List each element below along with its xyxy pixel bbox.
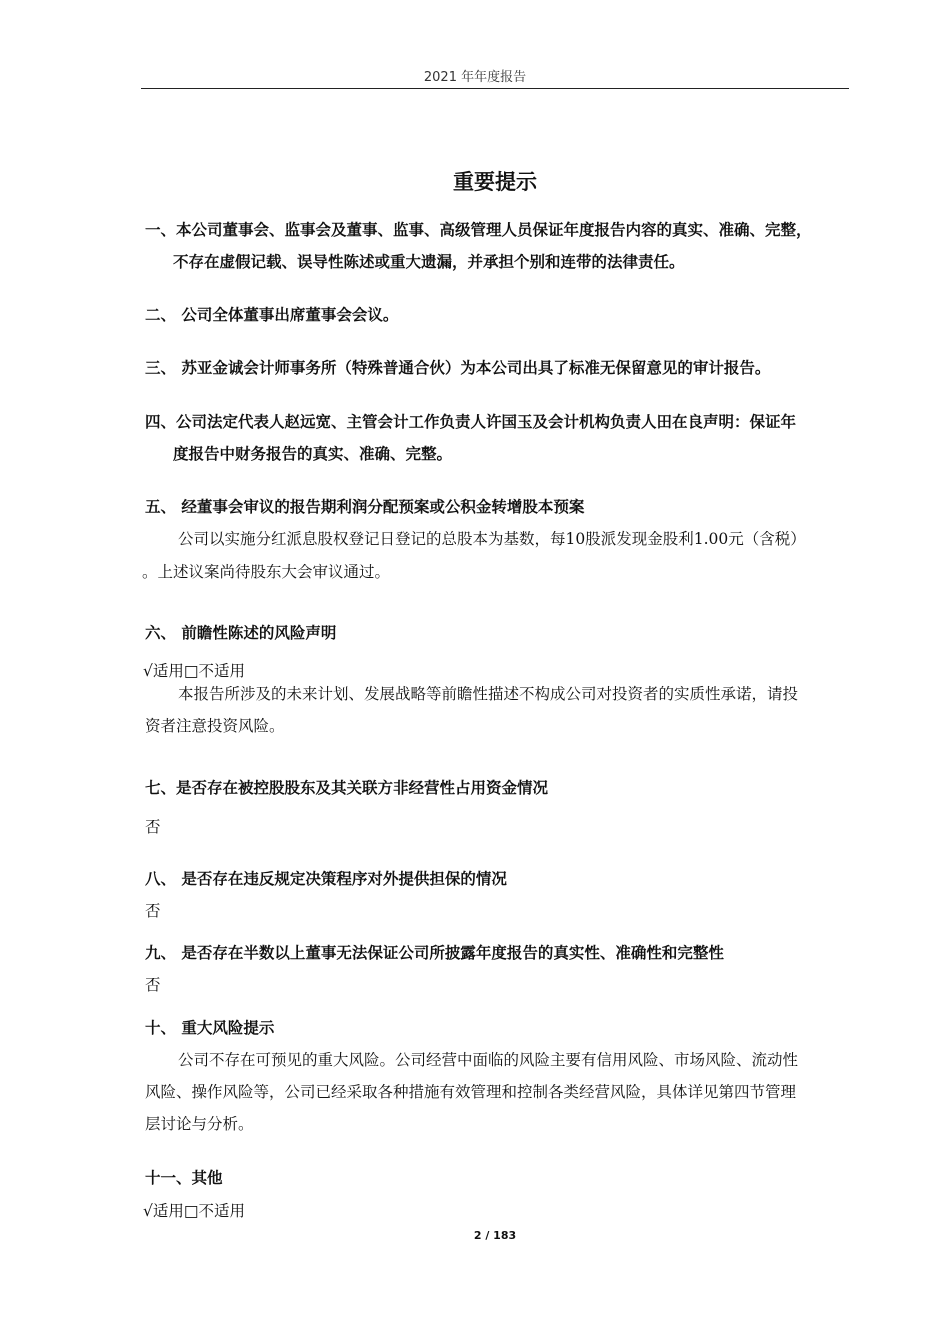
item-2: 二、 公司全体董事出席董事会会议。	[145, 306, 399, 324]
item-5-body-line-2: 。上述议案尚待股东大会审议通过。	[142, 563, 391, 581]
item-10-body-line-1: 公司不存在可预见的重大风险。公司经营中面临的风险主要有信用风险、市场风险、流动性	[178, 1051, 799, 1069]
item-10-body-line-3: 层讨论与分析。	[145, 1115, 254, 1133]
item-7-heading: 七、是否存在被控股股东及其关联方非经营性占用资金情况	[145, 779, 549, 797]
page-number: 2 / 183	[473, 1229, 517, 1242]
item-7-answer: 否	[145, 818, 161, 836]
item-10-body-line-2: 风险、操作风险等，公司已经采取各种措施有效管理和控制各类经营风险，具体详见第四节管理	[145, 1083, 797, 1101]
header-divider	[141, 88, 849, 89]
item-3: 三、 苏亚金诚会计师事务所（特殊普通合伙）为本公司出具了标准无保留意见的审计报告。	[145, 359, 771, 377]
item-4-line-1: 四、公司法定代表人赵远宽、主管会计工作负责人许国玉及会计机构负责人田在良声明：保证年	[145, 413, 797, 431]
item-1-line-1: 一、本公司董事会、监事会及董事、监事、高级管理人员保证年度报告内容的真实、准确、完整，	[145, 221, 812, 239]
item-9-answer: 否	[145, 976, 161, 994]
page-title: 重要提示	[453, 170, 537, 194]
item-6-body-line-2: 资者注意投资风险。	[145, 717, 285, 735]
item-6-body-line-1: 本报告所涉及的未来计划、发展战略等前瞻性描述不构成公司对投资者的实质性承诺，请投	[178, 685, 799, 703]
item-11-applicable: √适用□不适用	[143, 1202, 246, 1220]
item-4-line-2: 度报告中财务报告的真实、准确、完整。	[173, 445, 453, 463]
item-6-applicable: √适用□不适用	[143, 662, 246, 680]
item-6-heading: 六、 前瞻性陈述的风险声明	[145, 624, 337, 642]
running-header: 2021 年年度报告	[423, 70, 527, 85]
item-9-heading: 九、 是否存在半数以上董事无法保证公司所披露年度报告的真实性、准确性和完整性	[145, 944, 724, 962]
item-11-heading: 十一、其他	[145, 1169, 223, 1187]
item-5-body-line-1: 公司以实施分红派息股权登记日登记的总股本为基数，每10股派发现金股利1.00元（含税）	[178, 530, 806, 548]
item-5-heading: 五、 经董事会审议的报告期利润分配预案或公积金转增股本预案	[145, 498, 585, 516]
item-8-heading: 八、 是否存在违反规定决策程序对外提供担保的情况	[145, 870, 507, 888]
item-10-heading: 十、 重大风险提示	[145, 1019, 275, 1037]
item-1-line-2: 不存在虚假记载、误导性陈述或重大遗漏，并承担个别和连带的法律责任。	[173, 253, 685, 271]
item-8-answer: 否	[145, 902, 161, 920]
